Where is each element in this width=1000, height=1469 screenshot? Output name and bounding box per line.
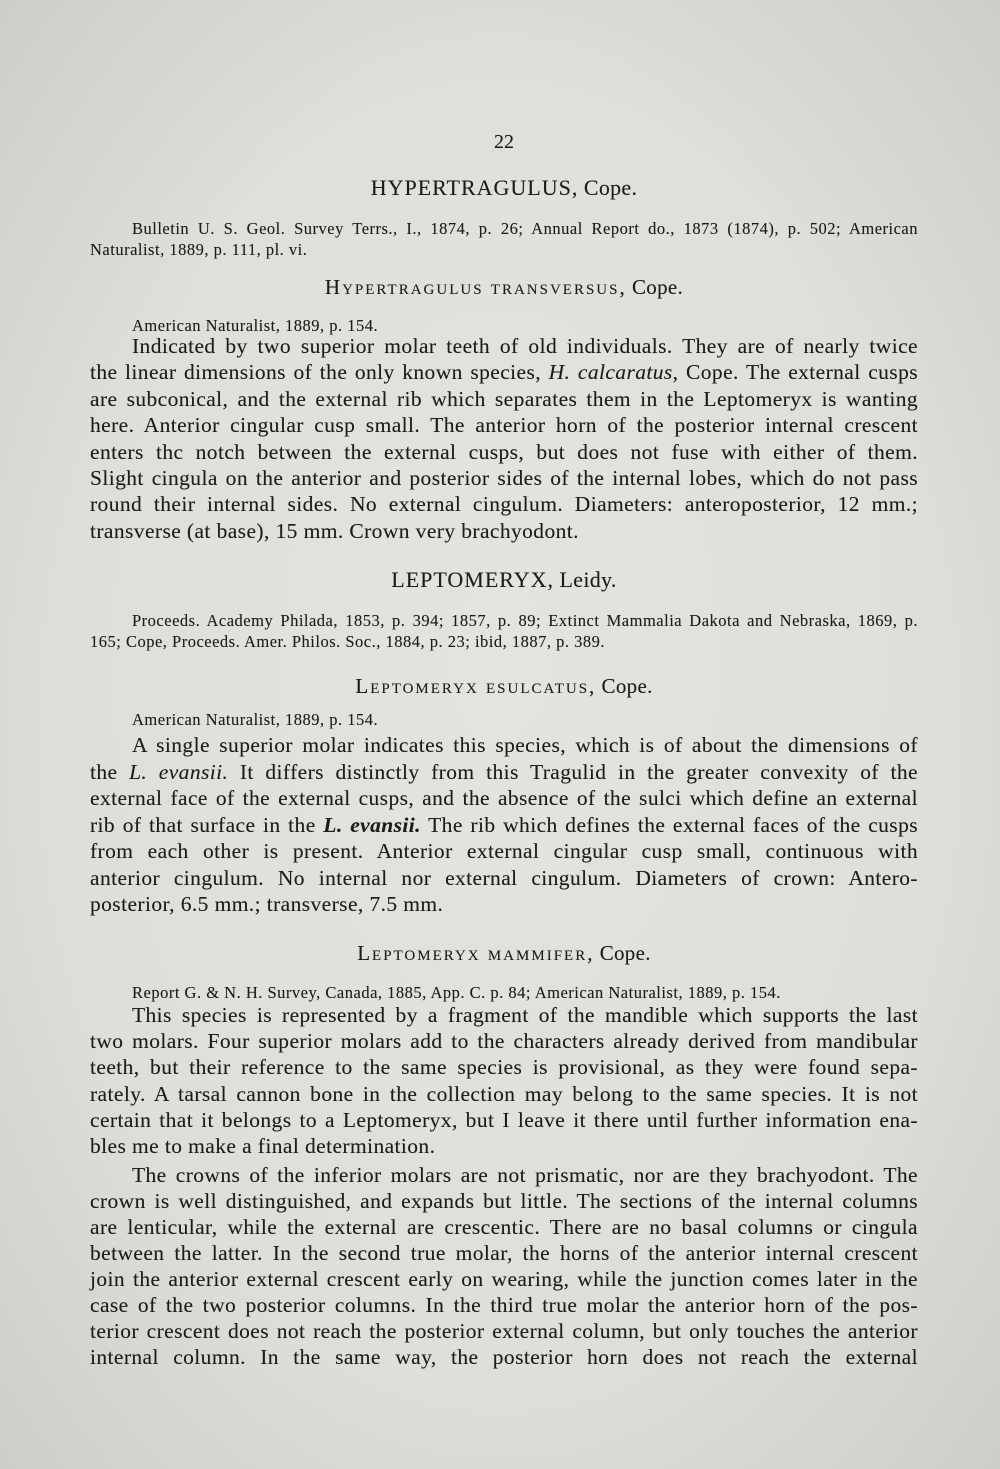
text-line: Naturalist, 1889, p. 111, pl. vi. xyxy=(90,240,308,259)
genus-name: HYPERTRAGULUS, xyxy=(370,175,579,200)
genus-name: LEPTOMERYX, xyxy=(391,567,555,592)
text-line: 165; Cope, Proceeds. Amer. Philos. Soc., 1884, p. 23; ibid, 1887, p. 389. xyxy=(90,632,605,651)
text-line: terior crescent does not reach the posterior external column, but only touches the anterior xyxy=(90,1319,918,1343)
text-line: American Naturalist, 1889, p. 154. xyxy=(132,316,379,335)
taxon-name: L. evansii. xyxy=(129,759,229,784)
species-heading xyxy=(90,672,918,700)
text-line: internal column. In the same way, the posterior horn does not reach the external xyxy=(90,1345,918,1369)
taxon-name: L. evansii. xyxy=(323,812,421,837)
text-line: here. Anterior cingular cusp small. The anterior horn of the posterior internal crescent xyxy=(90,413,918,438)
text-line: Bulletin U. S. Geol. Survey Terrs., I., 1874, p. 26; Annual Report do., 1873 (1874), p. 502; American xyxy=(132,219,918,238)
text-line: round their internal sides. No external cingulum. Diameters: anteroposterior, 12 mm.; xyxy=(90,492,918,517)
text-run: , Cope. The external cusps xyxy=(672,360,918,385)
page-number: 22 xyxy=(494,131,514,153)
description-paragraph xyxy=(90,732,918,918)
description-paragraph xyxy=(90,333,918,544)
genus-heading xyxy=(90,174,918,202)
genus-heading xyxy=(90,566,918,594)
text-line xyxy=(90,359,918,385)
text-line: are subconical, and the external rib which separates them in the Leptomeryx is wanting xyxy=(90,386,918,411)
species-author: Cope. xyxy=(631,275,684,299)
description-paragraph xyxy=(90,1002,918,1159)
species-author: Cope. xyxy=(601,674,653,698)
species-heading xyxy=(90,273,918,301)
text-line: external face of the external cusps, and the absence of the sulci which define an external xyxy=(90,786,918,810)
text-line xyxy=(90,812,918,839)
text-line: posterior, 6.5 mm.; transverse, 7.5 mm. xyxy=(90,892,444,916)
text-line: from each other is present. Anterior external cingular cusp small, continuous with xyxy=(90,839,918,863)
text-line: between the latter. In the second true molar, the horns of the anterior internal crescent xyxy=(90,1241,918,1265)
text-line: rately. A tarsal cannon bone in the collection may belong to the same species. It is not xyxy=(90,1081,918,1106)
text-line: are lenticular, while the external are crescentic. There are no basal columns or cingula xyxy=(90,1215,918,1239)
text-line: teeth, but their reference to the same species is provisional, as they were found sepa- xyxy=(90,1055,918,1080)
text-line xyxy=(90,759,918,786)
text-line: join the anterior external crescent early on wearing, while the junction comes later in the xyxy=(90,1267,918,1291)
text-run: the linear dimensions of the only known species, xyxy=(90,360,549,385)
species-name: Leptomeryx esulcatus, xyxy=(355,674,597,698)
genus-author: Cope. xyxy=(583,175,638,200)
taxon-name: H. calcaratus xyxy=(548,360,673,385)
text-line: certain that it belongs to a Leptomeryx, but I leave it there until further information ena- xyxy=(90,1107,918,1132)
text-line: This species is represented by a fragment of the mandible which supports the last xyxy=(132,1003,918,1027)
text-line: The crowns of the inferior molars are not prismatic, nor are they brachyodont. The xyxy=(132,1163,918,1187)
genus-references xyxy=(90,610,918,652)
text-line: anterior cingulum. No internal nor external cingulum. Diameters of crown: Antero- xyxy=(90,865,918,890)
species-reference xyxy=(90,982,918,1003)
species-name: Hypertragulus transversus, xyxy=(324,275,627,299)
description-paragraph xyxy=(90,1162,918,1370)
text-line: case of the two posterior columns. In the third true molar the anterior horn of the pos- xyxy=(90,1293,918,1317)
text-line: Report G. & N. H. Survey, Canada, 1885, App. C. p. 84; American Naturalist, 1889, p. 154. xyxy=(132,983,781,1002)
text-run: rib of that surface in the xyxy=(90,812,324,837)
genus-references xyxy=(90,218,918,260)
species-author: Cope. xyxy=(599,941,651,965)
text-line: enters thc notch between the external cusps, but does not fuse with either of them. xyxy=(90,439,918,464)
text-run: It differs distinctly from this Tragulid in the greater convexity of the xyxy=(228,759,918,784)
text-run: the xyxy=(90,759,130,784)
text-line: crown is well distinguished, and expands but little. The sections of the internal columns xyxy=(90,1189,918,1213)
text-line: bles me to make a final determination. xyxy=(90,1134,436,1159)
text-line: Slight cingula on the anterior and posterior sides of the internal lobes, which do not pass xyxy=(90,466,918,491)
text-line: transverse (at base), 15 mm. Crown very brachyodont. xyxy=(90,518,579,543)
genus-author: Leidy. xyxy=(559,567,617,592)
text-run: The rib which defines the external faces of the cusps xyxy=(420,812,918,837)
text-line: two molars. Four superior molars add to the characters already derived from mandibular xyxy=(90,1029,918,1054)
species-name: Leptomeryx mammifer, xyxy=(357,941,595,965)
text-line: Proceeds. Academy Philada, 1853, p. 394; 1857, p. 89; Extinct Mammalia Dakota and Nebraska, 1869, p. xyxy=(132,611,918,630)
text-line: A single superior molar indicates this species, which is of about the dimensions of xyxy=(132,733,918,757)
text-line: American Naturalist, 1889, p. 154. xyxy=(132,710,379,729)
text-line: Indicated by two superior molar teeth of old individuals. They are of nearly twice xyxy=(132,334,918,358)
species-reference xyxy=(90,709,918,730)
species-heading xyxy=(90,939,918,967)
